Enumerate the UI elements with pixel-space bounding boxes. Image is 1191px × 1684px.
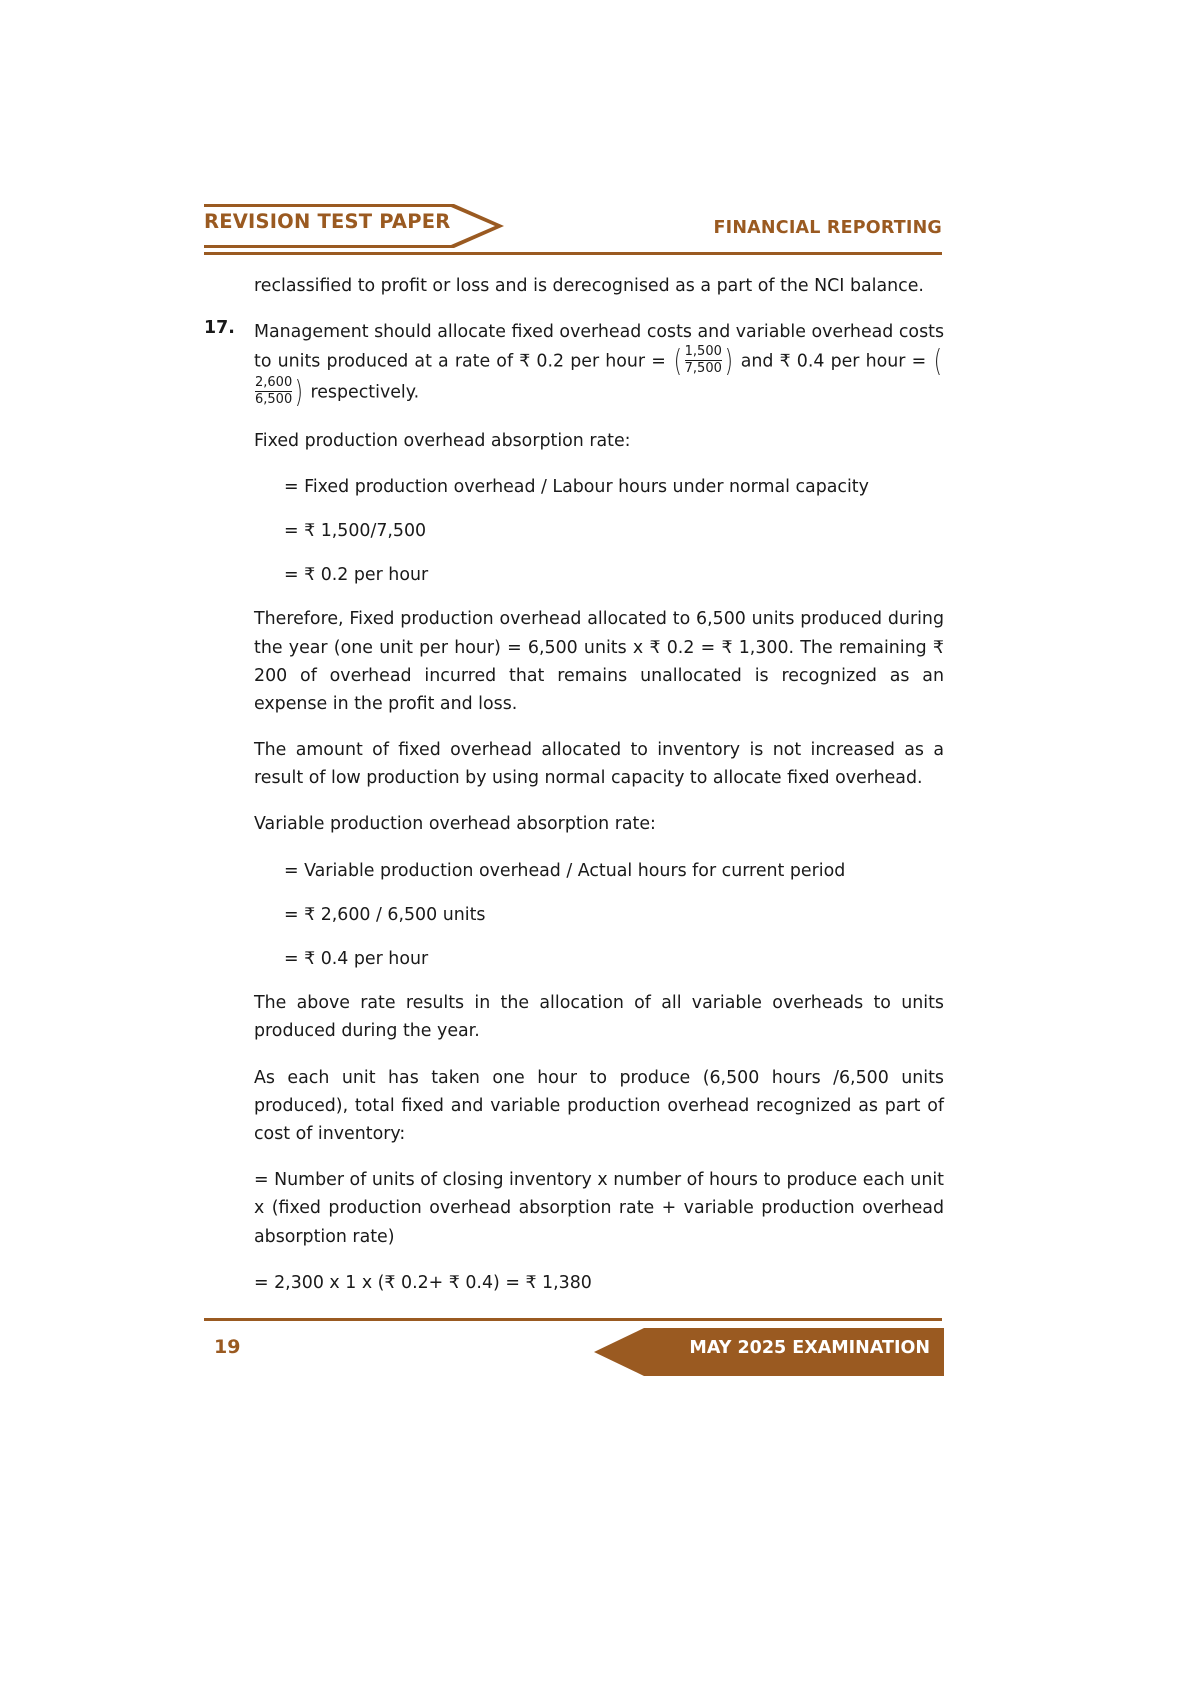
page-content	[204, 272, 944, 1315]
footer-page-number: 19	[214, 1336, 241, 1358]
fraction-1500-7500	[685, 345, 722, 376]
variable-rate-line-1: = Variable production overhead / Actual hours for current period	[284, 860, 846, 881]
therefore-paragraph: Therefore, Fixed production overhead allocated to 6,500 units produced during the year (one unit per hour) = 6,500 units x ₹ 0.2 = ₹ 1,300. The remaining ₹ 200 of overhead incurred that remains unallocated is recognized as an expense in the profit and loss.	[254, 609, 944, 714]
page-footer	[204, 1318, 942, 1378]
page-header	[204, 200, 942, 254]
fraction-2-denominator: 6,500	[255, 392, 293, 408]
header-revision-test-paper: REVISION TEST PAPER	[204, 210, 451, 233]
variable-rate-line-3: = ₹ 0.4 per hour	[284, 949, 429, 969]
item-17-lead-b: and ₹ 0.4 per hour =	[740, 351, 927, 372]
variable-rate-heading: Variable production overhead absorption rate:	[254, 814, 656, 835]
fraction-1-denominator: 7,500	[684, 360, 722, 376]
footer-divider	[204, 1318, 942, 1321]
paragraph-continued: reclassified to profit or loss and is derecognised as a part of the NCI balance.	[254, 276, 924, 296]
fraction-1-numerator: 1,500	[684, 344, 722, 360]
fixed-rate-line-1: = Fixed production overhead / Labour hours under normal capacity	[284, 476, 869, 497]
final-calculation: = 2,300 x 1 x (₹ 0.2+ ₹ 0.4) = ₹ 1,380	[254, 1272, 592, 1293]
fraction-2600-6500	[255, 376, 292, 407]
amount-fixed-overhead-paragraph: The amount of fixed overhead allocated to inventory is not increased as a result of low production by using normal capacity to allocate fixed overhead.	[254, 740, 944, 789]
item-17-lead-a: Management should allocate fixed overhead costs and variable overhead costs to units produced at a rate of ₹ 0.2 per hour =	[254, 322, 945, 372]
above-rate-paragraph: The above rate results in the allocation of all variable overheads to units produced during the year.	[254, 993, 944, 1042]
fraction-2-numerator: 2,600	[255, 375, 293, 391]
fixed-rate-heading: Fixed production overhead absorption rate:	[254, 430, 631, 451]
header-divider	[204, 252, 942, 255]
numbered-item-17	[204, 318, 945, 411]
item-number: 17.	[204, 318, 235, 339]
item-17-text: Management should allocate fixed overhead costs and variable overhead costs to units produced at a rate of ₹ 0.2 per hour = ( $\frac{1,500}{7,500}$ ) and ₹ 0.4 per hour = ( $\frac{2,600}{6,500}$ ) respectively.	[254, 322, 945, 411]
number-units-paragraph: = Number of units of closing inventory x number of hours to produce each unit x (fixed production overhead absorption rate + variable production overhead absorption rate)	[254, 1170, 944, 1247]
variable-rate-line-2: = ₹ 2,600 / 6,500 units	[284, 904, 486, 925]
each-unit-paragraph: As each unit has taken one hour to produce (6,500 hours /6,500 units produced), total fixed and variable production overhead recognized as part of cost of inventory:	[254, 1067, 944, 1144]
fixed-rate-line-3: = ₹ 0.2 per hour	[284, 565, 429, 586]
fixed-rate-line-2: = ₹ 1,500/7,500	[284, 520, 427, 541]
header-subject-title: FINANCIAL REPORTING	[713, 218, 942, 238]
footer-exam-label: MAY 2025 EXAMINATION	[689, 1338, 930, 1358]
item-17-lead-c: respectively.	[310, 383, 420, 404]
